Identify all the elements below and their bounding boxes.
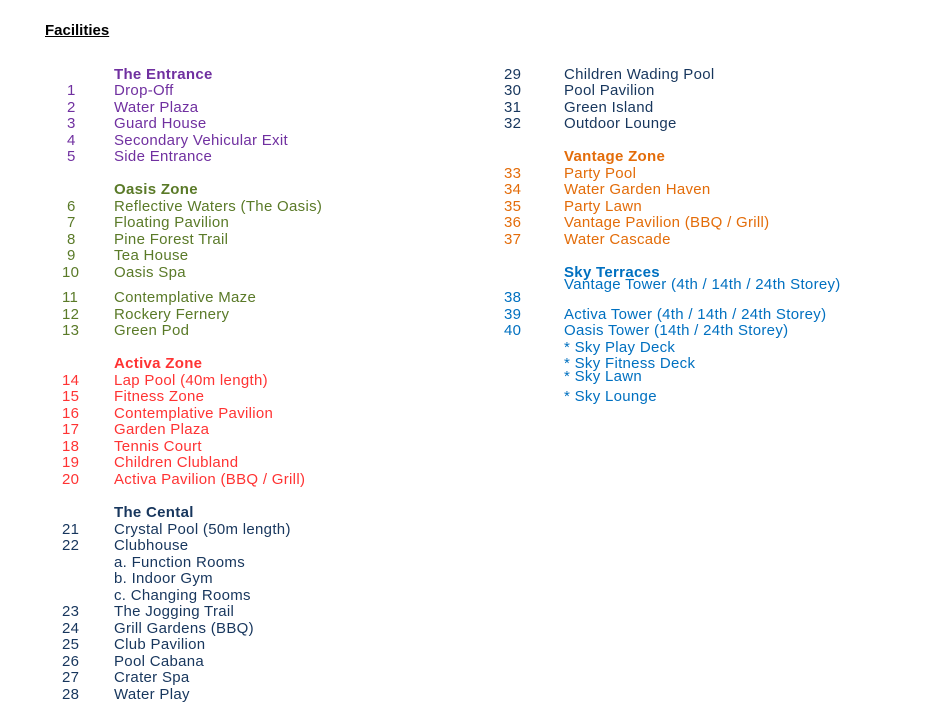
list-item: * Sky Lawn: [564, 368, 643, 385]
item-number: 16: [62, 405, 80, 422]
item-number: 40: [504, 322, 522, 339]
item-label: Activa Pavilion (BBQ / Grill): [114, 471, 306, 488]
item-number: 36: [504, 214, 522, 231]
item-number: 18: [62, 438, 80, 455]
item-number: 30: [504, 82, 522, 99]
item-number: 20: [62, 471, 80, 488]
item-number: 1: [67, 82, 76, 99]
item-number: 7: [67, 214, 76, 231]
item-label: Drop-Off: [114, 82, 174, 99]
item-label: Contemplative Pavilion: [114, 405, 274, 422]
item-label: Activa Tower (4th / 14th / 24th Storey): [564, 306, 827, 323]
list-item: * Sky Lounge: [564, 388, 657, 405]
item-label: Children Clubland: [114, 454, 239, 471]
central-heading: The Cental: [114, 504, 194, 521]
entrance-heading: The Entrance: [114, 66, 213, 83]
item-number: 21: [62, 521, 80, 538]
item-label: Children Wading Pool: [564, 66, 715, 83]
item-number: 27: [62, 669, 80, 686]
item-number: 4: [67, 132, 76, 149]
item-number: 28: [62, 686, 80, 703]
activa-heading: Activa Zone: [114, 355, 203, 372]
item-label: Water Garden Haven: [564, 181, 711, 198]
item-label: Party Lawn: [564, 198, 643, 215]
item-number: 25: [62, 636, 80, 653]
item-label: Crater Spa: [114, 669, 190, 686]
list-item: * Sky Play Deck: [564, 339, 676, 356]
item-label: Rockery Fernery: [114, 306, 230, 323]
item-number: 19: [62, 454, 80, 471]
item-number: 13: [62, 322, 80, 339]
item-number: 24: [62, 620, 80, 637]
item-label: Secondary Vehicular Exit: [114, 132, 288, 149]
item-label: Lap Pool (40m length): [114, 372, 268, 389]
item-label: Oasis Spa: [114, 264, 186, 281]
item-label: Floating Pavilion: [114, 214, 230, 231]
item-label: Reflective Waters (The Oasis): [114, 198, 323, 215]
item-label: Guard House: [114, 115, 207, 132]
item-number: 3: [67, 115, 76, 132]
oasis-heading: Oasis Zone: [114, 181, 198, 198]
list-item: * Sky Fitness Deck: [564, 355, 696, 372]
item-number: 14: [62, 372, 80, 389]
item-label: Party Pool: [564, 165, 637, 182]
item-label: Side Entrance: [114, 148, 213, 165]
item-number: 32: [504, 115, 522, 132]
item-number: 6: [67, 198, 76, 215]
item-number: 31: [504, 99, 522, 116]
item-number: 9: [67, 247, 76, 264]
item-label: Green Island: [564, 99, 654, 116]
item-label: c. Changing Rooms: [114, 587, 251, 604]
item-label: Club Pavilion: [114, 636, 206, 653]
item-label: Tennis Court: [114, 438, 202, 455]
item-label: Crystal Pool (50m length): [114, 521, 291, 538]
item-number: 34: [504, 181, 522, 198]
item-label: Grill Gardens (BBQ): [114, 620, 254, 637]
item-label: a. Function Rooms: [114, 554, 245, 571]
item-label: Water Cascade: [564, 231, 671, 248]
item-label: Contemplative Maze: [114, 289, 257, 306]
item-number: 12: [62, 306, 80, 323]
item-label: Green Pod: [114, 322, 190, 339]
vantage-heading: Vantage Zone: [564, 148, 666, 165]
sky-heading: Sky Terraces: [564, 264, 660, 281]
item-number: 11: [62, 289, 79, 306]
item-label: Garden Plaza: [114, 421, 210, 438]
item-label: Vantage Tower (4th / 14th / 24th Storey): [564, 276, 841, 293]
item-label: Pool Cabana: [114, 653, 205, 670]
page-title: Facilities: [45, 22, 110, 39]
item-label: Fitness Zone: [114, 388, 205, 405]
item-label: Pine Forest Trail: [114, 231, 229, 248]
item-label: Water Plaza: [114, 99, 199, 116]
item-label: Tea House: [114, 247, 189, 264]
item-number: 38: [504, 289, 522, 306]
item-number: 33: [504, 165, 522, 182]
item-number: 17: [62, 421, 80, 438]
item-number: 8: [67, 231, 76, 248]
item-label: Water Play: [114, 686, 190, 703]
item-label: b. Indoor Gym: [114, 570, 213, 587]
item-number: 23: [62, 603, 80, 620]
item-number: 29: [504, 66, 522, 83]
item-number: 39: [504, 306, 522, 323]
item-label: Clubhouse: [114, 537, 189, 554]
item-label: Outdoor Lounge: [564, 115, 677, 132]
item-number: 10: [62, 264, 80, 281]
item-number: 15: [62, 388, 80, 405]
item-number: 5: [67, 148, 76, 165]
item-number: 37: [504, 231, 522, 248]
item-label: Oasis Tower (14th / 24th Storey): [564, 322, 789, 339]
item-number: 26: [62, 653, 80, 670]
item-label: The Jogging Trail: [114, 603, 235, 620]
item-number: 2: [67, 99, 76, 116]
item-label: Vantage Pavilion (BBQ / Grill): [564, 214, 770, 231]
item-number: 22: [62, 537, 80, 554]
item-label: Pool Pavilion: [564, 82, 655, 99]
item-number: 35: [504, 198, 522, 215]
